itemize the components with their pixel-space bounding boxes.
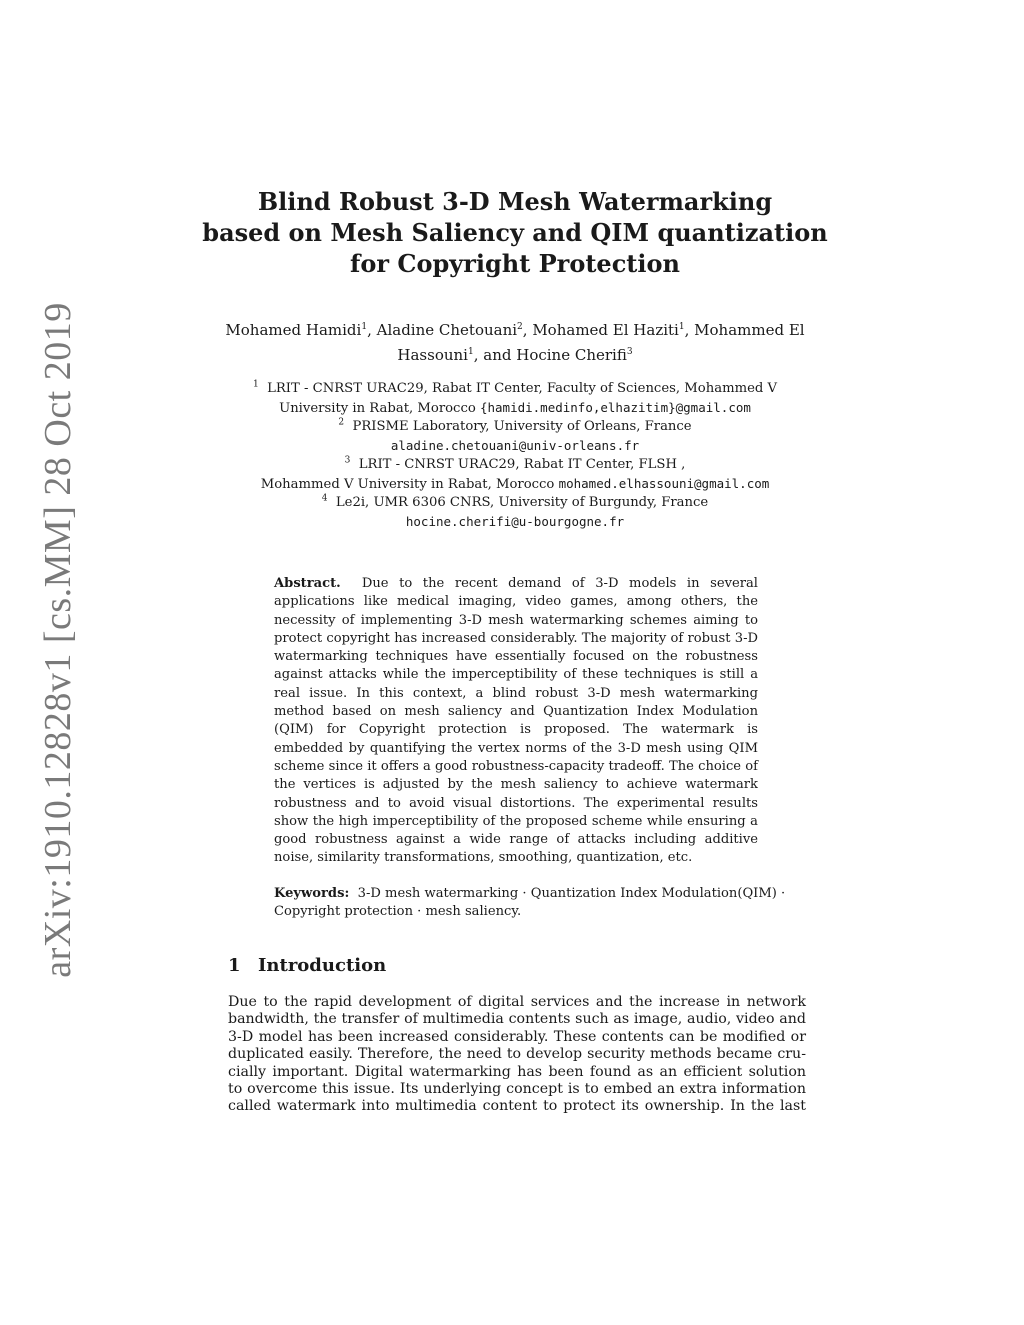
- intro-line: duplicated easily. Therefore, the need to develop security methods became cru-: [228, 1046, 806, 1063]
- author-affiliation-mark: 1: [361, 322, 368, 332]
- author-name: Hocine Cherifi: [516, 346, 627, 364]
- intro-line: to overcome this issue. Its underlying concept is to embed an extra information: [228, 1081, 806, 1098]
- title-line: based on Mesh Saliency and QIM quantization: [202, 218, 828, 247]
- keywords: [274, 885, 788, 922]
- affiliation-text: LRIT - CNRST URAC29, Rabat IT Center, FLSH ,: [358, 457, 686, 472]
- affiliation-line: [215, 399, 815, 419]
- paper-title: [200, 186, 830, 279]
- affiliation-line: [215, 456, 815, 475]
- keywords-label: Keywords:: [274, 886, 350, 901]
- affiliation-email[interactable]: {hamidi.medinfo,elhazitim}@gmail.com: [479, 399, 751, 415]
- affiliation-email[interactable]: hocine.cherifi@u-bourgogne.fr: [405, 513, 625, 529]
- abstract-text: Due to the recent demand of 3-D models in several applications like medical imaging, video games, among others, the necessity of implementing 3-D mesh watermarking schemes aiming to protect copyright has increased considerably. The majority of robust 3-D watermarking techniques have essentially focused on the robustness against attacks while the imperceptibility of these techniques is still a real issue. In this context, a blind robust 3-D mesh watermarking method based on mesh saliency and Quantization Index Modulation (QIM) for Copyright protection is proposed. The watermark is embedded by quantifying the vertex norms of the 3-D mesh using QIM scheme since it offers a good robustness-capacity tradeoff. The choice of the vertices is adjusted by the mesh saliency to achieve watermark robustness and to avoid visual distortions. The experimental results show the high imperceptibility of the proposed scheme while ensuring a good robustness against a wide range of attacks including additive noise, similarity transformations, smoothing, quantization, etc.: [274, 576, 758, 866]
- author-name: Mohamed Hamidi: [225, 321, 362, 339]
- affiliation-line: [215, 513, 815, 533]
- author-affiliation-mark: 2: [517, 322, 523, 332]
- intro-line: 3-D model has been increased considerably. These contents can be modified or: [228, 1028, 806, 1045]
- affiliation-text: PRISME Laboratory, University of Orleans, France: [352, 419, 692, 434]
- affiliation-line: [215, 475, 815, 495]
- author-name: Mohammed El Hassouni: [397, 321, 805, 364]
- affiliation-text: Mohammed V University in Rabat, Morocco: [260, 476, 559, 492]
- intro-line: called watermark into multimedia content to protect its ownership. In the last: [228, 1098, 806, 1115]
- intro-line: bandwidth, the transfer of multimedia contents such as image, audio, video and: [228, 1011, 806, 1028]
- arxiv-stamp: arXiv:1910.12828v1 [cs.MM] 28 Oct 2019: [37, 302, 79, 978]
- author-name: Mohamed El Haziti: [532, 321, 679, 339]
- affiliation-text: LRIT - CNRST URAC29, Rabat IT Center, Faculty of Sciences, Mohammed V: [267, 381, 778, 396]
- affiliation-line: [215, 437, 815, 457]
- author-affiliation-mark: 3: [626, 347, 633, 357]
- section-number: 1: [228, 955, 241, 976]
- section-heading: [228, 955, 386, 976]
- affiliation-email[interactable]: aladine.chetouani@univ-orleans.fr: [390, 437, 640, 453]
- affiliations: [215, 380, 815, 532]
- author-list: Mohamed Hamidi$^1$, Aladine Chetouani$^2$, Mohamed El Haziti$^1$, Mohammed El Hassouni$^1$, and Hocine Cherifi$^3$: [225, 321, 805, 364]
- author-affiliation-mark: 1: [467, 347, 474, 357]
- affiliation-line: [215, 418, 815, 437]
- affiliation-line: [215, 494, 815, 513]
- keywords-text: 3-D mesh watermarking · Quantization Index Modulation(QIM) · Copyright protection · mesh saliency.: [274, 886, 786, 920]
- section-title: Introduction: [258, 955, 387, 976]
- intro-paragraph: [228, 994, 806, 1116]
- author-affiliation-mark: 1: [678, 322, 685, 332]
- affiliation-text: University in Rabat, Morocco: [279, 400, 480, 416]
- affiliation-mark: 2: [338, 417, 345, 428]
- abstract: [274, 575, 758, 868]
- title-line: Blind Robust 3-D Mesh Watermarking: [257, 187, 773, 216]
- title-line: for Copyright Protection: [350, 249, 680, 278]
- affiliation-email[interactable]: mohamed.elhassouni@gmail.com: [558, 475, 770, 491]
- affiliation-mark: 1: [252, 379, 259, 390]
- affiliation-mark: 3: [344, 455, 351, 466]
- intro-line: Due to the rapid development of digital services and the increase in network: [228, 994, 806, 1010]
- affiliation-mark: 4: [321, 493, 328, 504]
- author-name: Aladine Chetouani: [376, 321, 518, 339]
- intro-line: cially important. Digital watermarking has been found as an efficient solution: [228, 1063, 806, 1080]
- affiliation-line: [215, 380, 815, 399]
- affiliation-text: Le2i, UMR 6306 CNRS, University of Burgundy, France: [335, 495, 709, 510]
- abstract-label: Abstract.: [274, 576, 341, 591]
